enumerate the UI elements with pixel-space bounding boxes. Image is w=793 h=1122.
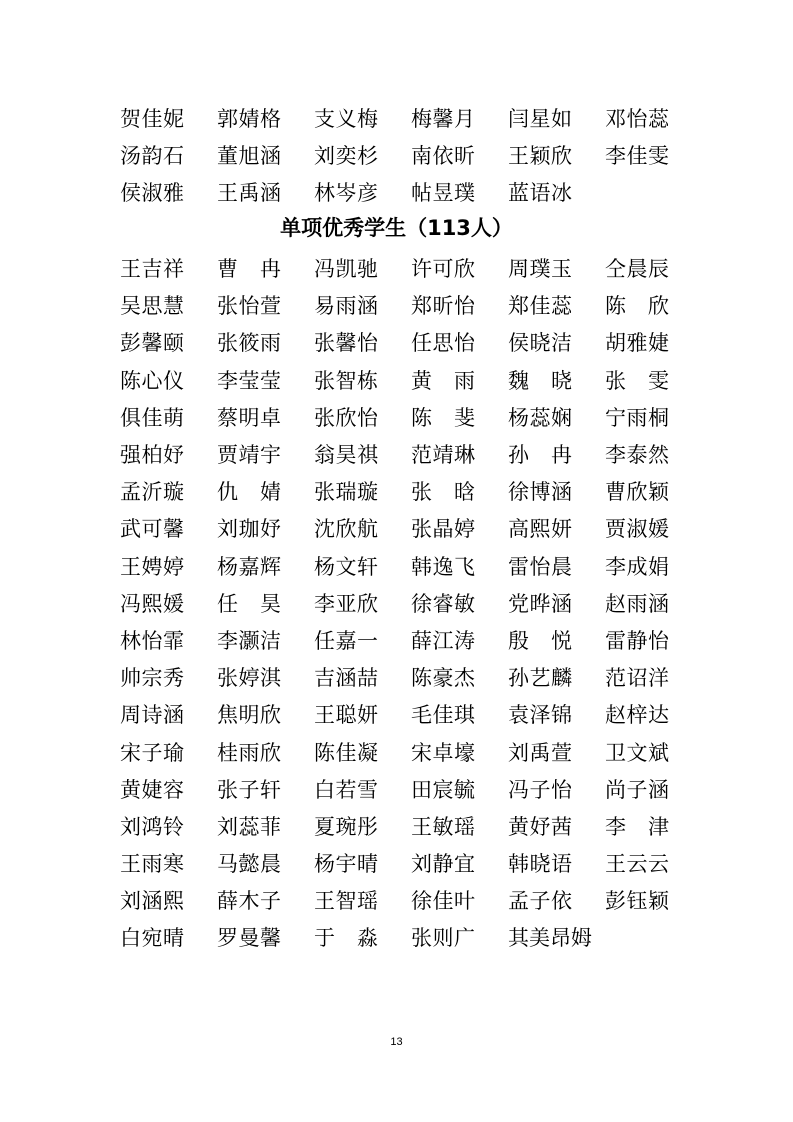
student-name: 周璞玉 <box>508 257 572 282</box>
student-name: 赵雨涵 <box>605 591 669 616</box>
student-name: 彭馨颐 <box>120 331 184 356</box>
student-name: 李成娟 <box>605 554 669 579</box>
student-name: 邓怡蕊 <box>605 107 669 132</box>
student-name: 王云云 <box>605 852 669 877</box>
student-name: 党晔涵 <box>508 591 572 616</box>
student-name: 董旭涵 <box>217 144 281 169</box>
student-name: 王敏瑶 <box>411 814 475 839</box>
honor-name-list <box>120 101 720 213</box>
name-row <box>120 288 720 325</box>
student-name: 陈佳凝 <box>314 740 378 765</box>
name-row <box>120 101 720 138</box>
student-name: 吉涵喆 <box>314 666 378 691</box>
student-name: 雷静怡 <box>605 628 669 653</box>
name-row <box>120 549 720 586</box>
student-name: 马懿晨 <box>217 852 281 877</box>
student-name: 范诏洋 <box>605 666 669 691</box>
name-row <box>120 251 720 288</box>
student-name: 郑佳蕊 <box>508 294 572 319</box>
student-name: 袁泽锦 <box>508 703 572 728</box>
student-name: 赵梓达 <box>605 703 669 728</box>
student-name: 林岑彦 <box>314 181 378 206</box>
student-name: 韩逸飞 <box>411 554 475 579</box>
student-name: 任思怡 <box>411 331 475 356</box>
student-name: 张瑞璇 <box>314 480 378 505</box>
student-name: 李佳雯 <box>605 144 669 169</box>
name-row <box>120 363 720 400</box>
name-row <box>120 697 720 734</box>
student-name: 汤韵石 <box>120 144 184 169</box>
student-name: 张则广 <box>411 926 475 951</box>
student-name: 刘珈妤 <box>217 517 281 542</box>
student-name: 宋子瑜 <box>120 740 184 765</box>
student-name: 黄婕容 <box>120 777 184 802</box>
student-name: 胡雅婕 <box>605 331 669 356</box>
student-name: 高熙妍 <box>508 517 572 542</box>
student-name: 刘涵熙 <box>120 889 184 914</box>
student-name: 仇婧 <box>217 480 281 505</box>
student-name: 于淼 <box>314 926 378 951</box>
student-name: 李莹莹 <box>217 368 281 393</box>
student-name: 张子轩 <box>217 777 281 802</box>
name-row <box>120 883 720 920</box>
student-name: 王雨寒 <box>120 852 184 877</box>
name-row <box>120 772 720 809</box>
student-name: 张晶婷 <box>411 517 475 542</box>
student-name: 贾淑媛 <box>605 517 669 542</box>
student-name: 焦明欣 <box>217 703 281 728</box>
student-name: 吴思慧 <box>120 294 184 319</box>
student-name: 王颖欣 <box>508 144 572 169</box>
student-name: 其美昂姆 <box>508 926 592 951</box>
student-name: 李灏洁 <box>217 628 281 653</box>
student-name: 宋卓壕 <box>411 740 475 765</box>
student-name: 刘静宜 <box>411 852 475 877</box>
name-row <box>120 660 720 697</box>
student-name: 李泰然 <box>605 443 669 468</box>
student-name: 郭婧格 <box>217 107 281 132</box>
student-name: 梅馨月 <box>411 107 475 132</box>
student-name: 杨文轩 <box>314 554 378 579</box>
student-name: 刘奕杉 <box>314 144 378 169</box>
student-name: 任昊 <box>217 591 281 616</box>
student-name: 强柏妤 <box>120 443 184 468</box>
student-name: 卫文斌 <box>605 740 669 765</box>
name-row <box>120 586 720 623</box>
student-name: 侯晓洁 <box>508 331 572 356</box>
student-name: 支义梅 <box>314 107 378 132</box>
student-name: 陈心仪 <box>120 368 184 393</box>
name-row <box>120 623 720 660</box>
student-name: 薛江涛 <box>411 628 475 653</box>
page-number: 13 <box>390 1036 403 1048</box>
student-name: 林怡霏 <box>120 628 184 653</box>
student-name: 张怡萱 <box>217 294 281 319</box>
student-name: 曹冉 <box>217 257 281 282</box>
student-name: 贾靖宇 <box>217 443 281 468</box>
student-name: 王娉婷 <box>120 554 184 579</box>
student-name: 许可欣 <box>411 257 475 282</box>
student-name: 李亚欣 <box>314 591 378 616</box>
student-name: 帅宗秀 <box>120 666 184 691</box>
student-name: 罗曼馨 <box>217 926 281 951</box>
student-name: 魏晓 <box>508 368 572 393</box>
student-name: 周诗涵 <box>120 703 184 728</box>
student-name: 彭钰颖 <box>605 889 669 914</box>
student-name: 张馨怡 <box>314 331 378 356</box>
student-name: 王吉祥 <box>120 257 184 282</box>
student-name: 闫星如 <box>508 107 572 132</box>
student-name: 张晗 <box>411 480 475 505</box>
student-name: 贺佳妮 <box>120 107 184 132</box>
student-name: 李津 <box>605 814 669 839</box>
student-name: 王禹涵 <box>217 181 281 206</box>
name-row <box>120 511 720 548</box>
student-name: 尚子涵 <box>605 777 669 802</box>
student-name: 宁雨桐 <box>605 405 669 430</box>
student-name: 刘禹萱 <box>508 740 572 765</box>
student-name: 田宸毓 <box>411 777 475 802</box>
student-name: 南依昕 <box>411 144 475 169</box>
student-name: 韩晓语 <box>508 852 572 877</box>
name-row <box>120 400 720 437</box>
name-row <box>120 920 720 957</box>
student-name: 夏琬彤 <box>314 814 378 839</box>
student-name: 翁昊祺 <box>314 443 378 468</box>
student-name: 冯子怡 <box>508 777 572 802</box>
student-name: 冯熙媛 <box>120 591 184 616</box>
student-name: 侯淑雅 <box>120 181 184 206</box>
student-name: 陈豪杰 <box>411 666 475 691</box>
student-name: 陈斐 <box>411 405 475 430</box>
student-name: 孟子依 <box>508 889 572 914</box>
name-row <box>120 809 720 846</box>
student-name: 范靖琳 <box>411 443 475 468</box>
student-name: 张智栋 <box>314 368 378 393</box>
student-name: 刘鸿铃 <box>120 814 184 839</box>
student-name: 沈欣航 <box>314 517 378 542</box>
student-name: 殷悦 <box>508 628 572 653</box>
student-name: 易雨涵 <box>314 294 378 319</box>
student-name: 徐佳叶 <box>411 889 475 914</box>
student-name: 任嘉一 <box>314 628 378 653</box>
name-row <box>120 325 720 362</box>
student-name: 黄雨 <box>411 368 475 393</box>
student-name: 孟沂璇 <box>120 480 184 505</box>
student-name: 冯凯驰 <box>314 257 378 282</box>
student-name: 张欣怡 <box>314 405 378 430</box>
single-item-excellent-student-list <box>120 251 720 958</box>
student-name: 孙艺麟 <box>508 666 572 691</box>
student-name: 薛木子 <box>217 889 281 914</box>
student-name: 帖昱璞 <box>411 181 475 206</box>
student-name: 王智瑶 <box>314 889 378 914</box>
student-name: 黄妤茜 <box>508 814 572 839</box>
student-name: 白宛晴 <box>120 926 184 951</box>
name-row <box>120 138 720 175</box>
student-name: 徐博涵 <box>508 480 572 505</box>
name-row <box>120 175 720 212</box>
student-name: 毛佳琪 <box>411 703 475 728</box>
section-heading: 单项优秀学生（113人） <box>280 216 513 240</box>
student-name: 曹欣颖 <box>605 480 669 505</box>
student-name: 雷怡晨 <box>508 554 572 579</box>
student-name: 杨蕊娴 <box>508 405 572 430</box>
student-name: 张筱雨 <box>217 331 281 356</box>
student-name: 孙冉 <box>508 443 572 468</box>
student-name: 仝晨辰 <box>605 257 669 282</box>
student-name: 张雯 <box>605 368 669 393</box>
student-name: 杨宇晴 <box>314 852 378 877</box>
name-row <box>120 474 720 511</box>
name-row <box>120 734 720 771</box>
student-name: 俱佳萌 <box>120 405 184 430</box>
student-name: 桂雨欣 <box>217 740 281 765</box>
student-name: 蓝语冰 <box>508 181 572 206</box>
student-name: 张婷淇 <box>217 666 281 691</box>
student-name: 杨嘉辉 <box>217 554 281 579</box>
name-row <box>120 437 720 474</box>
student-name: 武可馨 <box>120 517 184 542</box>
name-row <box>120 846 720 883</box>
student-name: 徐睿敏 <box>411 591 475 616</box>
student-name: 白若雪 <box>314 777 378 802</box>
student-name: 郑昕怡 <box>411 294 475 319</box>
student-name: 蔡明卓 <box>217 405 281 430</box>
student-name: 陈欣 <box>605 294 669 319</box>
student-name: 刘蕊菲 <box>217 814 281 839</box>
student-name: 王聪妍 <box>314 703 378 728</box>
